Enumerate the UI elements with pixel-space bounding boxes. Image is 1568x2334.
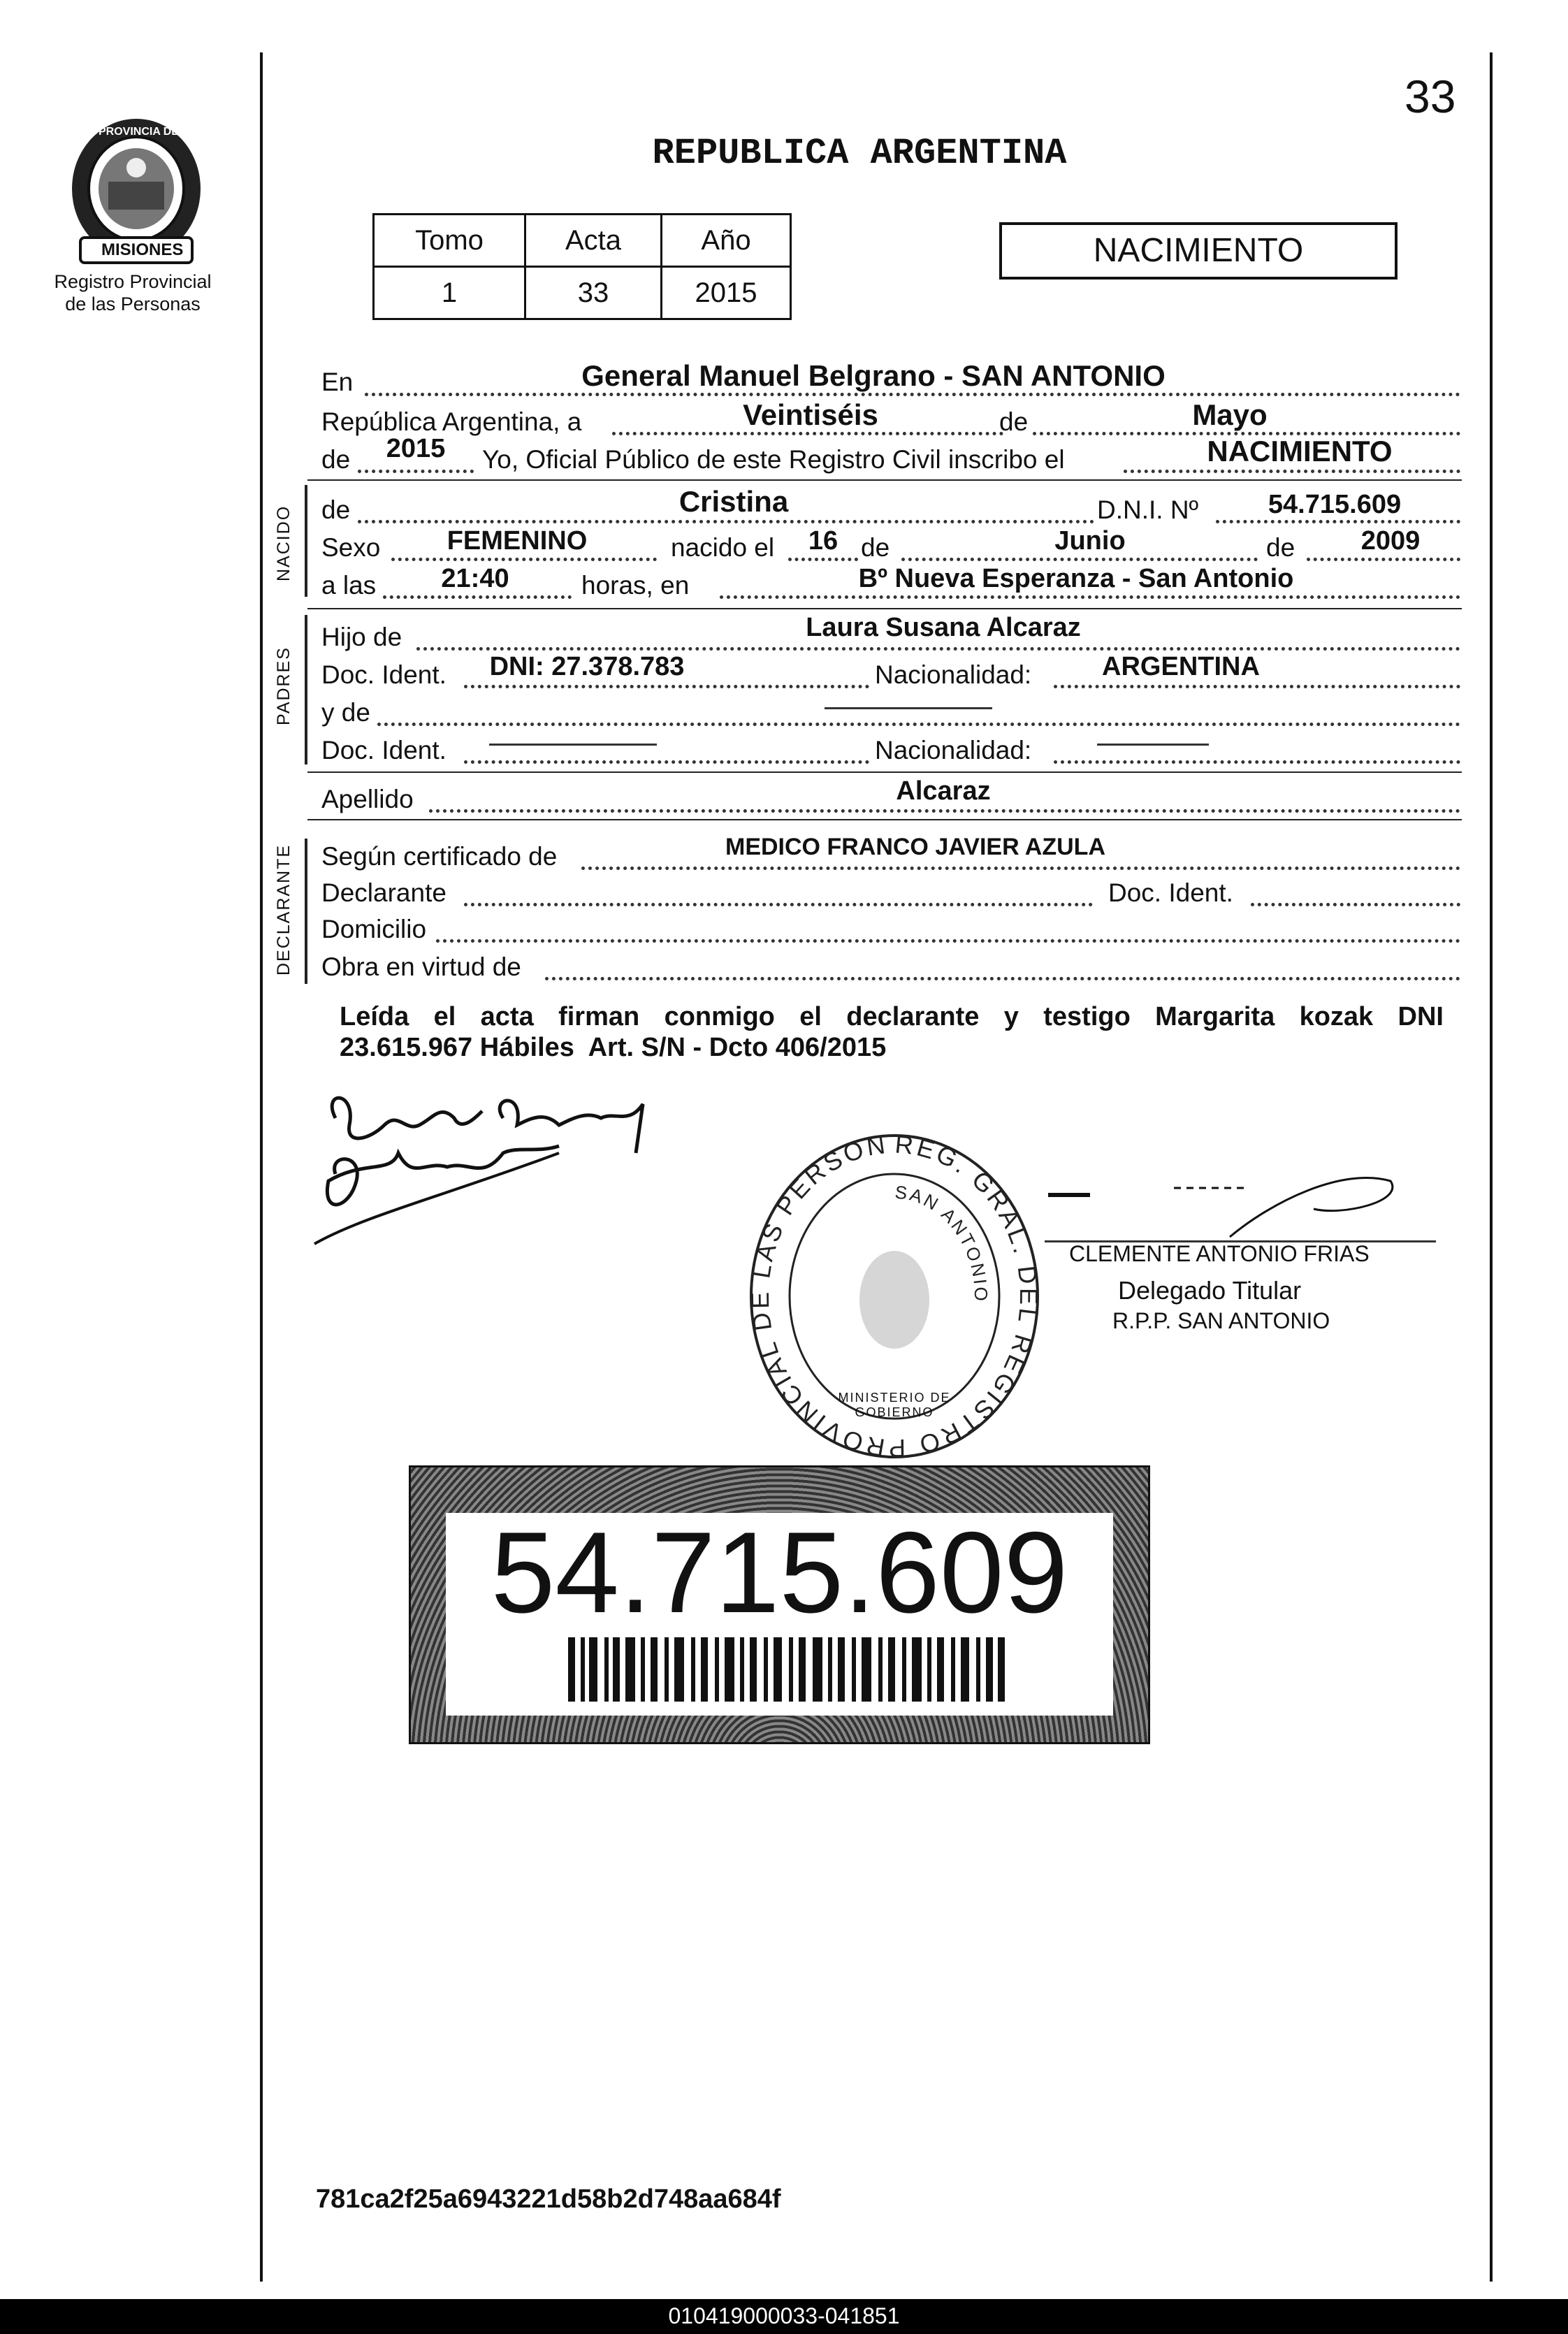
- value-dia: Veintiséis: [743, 398, 878, 431]
- seal-top-text: PROVINCIA DE: [99, 126, 179, 138]
- dots-anio-nac: [1307, 558, 1460, 561]
- right-margin-line: [1490, 52, 1493, 2282]
- value-inscribe: NACIMIENTO: [1207, 435, 1393, 467]
- label-republica: República Argentina, a: [321, 407, 582, 436]
- value-lugar-inscripcion: General Manuel Belgrano - SAN ANTONIO: [581, 359, 1166, 392]
- registry-stamp: [741, 1125, 1048, 1467]
- label-domicilio: Domicilio: [321, 915, 427, 943]
- table-value-acta: 33: [525, 267, 662, 319]
- bracket-declarante: [305, 839, 307, 984]
- label-nac-padre: Nacionalidad:: [875, 736, 1032, 764]
- dots-mes-nac: [901, 558, 1258, 561]
- value-doc-madre: DNI: 27.378.783: [489, 652, 685, 681]
- province-seal: [59, 112, 213, 273]
- rule-after-header: [307, 479, 1462, 481]
- value-dni: 54.715.609: [1268, 490, 1402, 519]
- label-doc-padre: Doc. Ident.: [321, 736, 447, 764]
- officer-office: R.P.P. SAN ANTONIO: [1112, 1308, 1330, 1333]
- seal-caption-line2: de las Personas: [65, 293, 201, 314]
- footer-bar: [0, 2299, 1568, 2334]
- dots-padre: [377, 723, 1460, 726]
- officer-signature-icon: [1048, 1160, 1425, 1244]
- dots-anio: [358, 470, 474, 473]
- table-header-acta: Acta: [525, 215, 662, 267]
- label-declarante: Declarante: [321, 878, 447, 907]
- dots-en: [365, 393, 1460, 396]
- label-de-mes-nac: de: [861, 533, 890, 562]
- label-a-las: a las: [321, 571, 377, 600]
- table-value-anio: 2015: [662, 267, 791, 319]
- seal-bottom-text: MISIONES: [101, 240, 184, 259]
- value-mes: Mayo: [1192, 398, 1268, 431]
- label-y-de: y de: [321, 698, 370, 727]
- table-header-anio: Año: [662, 215, 791, 267]
- label-dni: D.N.I. Nº: [1097, 495, 1199, 524]
- dots-doc-declarante: [1251, 903, 1460, 906]
- officer-signature: [1048, 1160, 1425, 1244]
- label-nacido-el: nacido el: [671, 533, 775, 562]
- table-value-tomo: 1: [374, 267, 525, 319]
- bracket-nacido: [305, 485, 307, 597]
- country-title: REPUBLICA ARGENTINA: [652, 133, 1067, 174]
- record-type-box: NACIMIENTO: [999, 222, 1398, 280]
- rule-after-apellido: [307, 819, 1462, 820]
- closing-text-line1: Leída el acta firman conmigo el declarante y testigo Margarita kozak DNI: [340, 1002, 1444, 1031]
- dots-inscribe: [1124, 470, 1460, 473]
- label-obra: Obra en virtud de: [321, 952, 521, 981]
- dots-declarante: [464, 903, 1093, 906]
- label-doc-declarante: Doc. Ident.: [1108, 878, 1233, 907]
- value-madre: Laura Susana Alcaraz: [806, 613, 1081, 642]
- security-label-number: 54.715.609: [491, 1508, 1068, 1637]
- bracket-padres: [305, 615, 307, 764]
- footer-code: 010419000033-041851: [668, 2303, 900, 2328]
- barcode-icon: [568, 1637, 1005, 1702]
- security-label-inner: [446, 1508, 1113, 1716]
- doc-padre-dash: [489, 744, 657, 746]
- label-de-anio-nac: de: [1266, 533, 1295, 562]
- dots-doc-madre: [464, 685, 869, 688]
- label-de-nombre: de: [321, 495, 351, 524]
- hash-code: 781ca2f25a6943221d58b2d748aa684f: [316, 2184, 781, 2214]
- value-hora: 21:40: [441, 564, 509, 593]
- declarant-signature: [307, 1076, 713, 1258]
- page-number: 33: [1404, 71, 1456, 122]
- label-hijo-de: Hijo de: [321, 623, 402, 651]
- label-de-anio: de: [321, 445, 351, 474]
- stamp-inner-text: SAN ANTONIO: [894, 1181, 992, 1303]
- value-certificado: MEDICO FRANCO JAVIER AZULA: [725, 834, 1105, 860]
- nac-padre-dash: [1097, 744, 1209, 746]
- seal-caption-line1: Registro Provincial: [54, 271, 212, 292]
- dots-hora: [383, 595, 572, 599]
- stamp-ministry-text: MINISTERIO DE GOBIERNO: [838, 1391, 951, 1419]
- table-header-tomo: Tomo: [374, 215, 525, 267]
- label-apellido: Apellido: [321, 785, 414, 813]
- dots-doc-padre: [464, 760, 869, 764]
- stamp-outer-text: REG. GRAL. DEL REGISTRO PROVINCIAL DE LAS PERSON: [745, 1129, 1044, 1463]
- value-nombre: Cristina: [678, 485, 789, 518]
- label-oficial: Yo, Oficial Público de este Registro Civil inscribo el: [482, 445, 1065, 474]
- label-horas-en: horas, en: [581, 571, 690, 600]
- section-label-declarante: DECLARANTE: [274, 843, 293, 976]
- dots-domicilio: [436, 939, 1460, 943]
- dots-madre: [416, 647, 1460, 651]
- signature-icon: [307, 1076, 713, 1258]
- label-de-mes: de: [999, 407, 1029, 436]
- dots-nac-madre: [1054, 685, 1460, 688]
- dots-obra: [545, 977, 1460, 980]
- closing-text-line2: 23.615.967 Hábiles Art. S/N - Dcto 406/2015: [340, 1033, 887, 1062]
- value-anio-nac: 2009: [1360, 526, 1421, 556]
- dots-apellido: [429, 809, 1460, 813]
- dots-dia-nac: [788, 558, 858, 561]
- section-label-nacido: NACIDO: [274, 505, 293, 581]
- value-sexo: FEMENINO: [447, 526, 588, 556]
- officer-title: Delegado Titular: [1118, 1276, 1302, 1305]
- dots-nac-padre: [1054, 760, 1460, 764]
- padre-dash: [825, 707, 992, 709]
- value-anio: 2015: [386, 434, 446, 463]
- security-label: [409, 1465, 1150, 1744]
- label-nac-madre: Nacionalidad:: [875, 660, 1032, 689]
- rule-after-nacido: [307, 608, 1462, 609]
- record-table: [372, 213, 792, 320]
- dots-sexo: [391, 558, 657, 561]
- left-margin-line: [260, 52, 263, 2282]
- dots-certificado: [581, 867, 1460, 870]
- value-dia-nac: 16: [808, 526, 839, 556]
- rule-after-padres: [307, 771, 1462, 773]
- value-apellido: Alcaraz: [896, 776, 991, 806]
- value-lugar-nac: Bº Nueva Esperanza - San Antonio: [858, 564, 1294, 593]
- dots-dia: [612, 432, 1003, 435]
- value-mes-nac: Junio: [1054, 526, 1126, 556]
- dots-lugar-nac: [720, 595, 1460, 599]
- barcode: [568, 1637, 1005, 1702]
- dots-dni: [1216, 520, 1460, 523]
- label-doc-madre: Doc. Ident.: [321, 660, 447, 689]
- section-label-padres: PADRES: [274, 646, 293, 725]
- dots-nombre: [358, 520, 1094, 523]
- value-nac-madre: ARGENTINA: [1102, 652, 1260, 681]
- label-certificado: Según certificado de: [321, 842, 558, 871]
- label-en: En: [321, 368, 354, 396]
- officer-name: CLEMENTE ANTONIO FRIAS: [1069, 1241, 1370, 1266]
- label-sexo: Sexo: [321, 533, 381, 562]
